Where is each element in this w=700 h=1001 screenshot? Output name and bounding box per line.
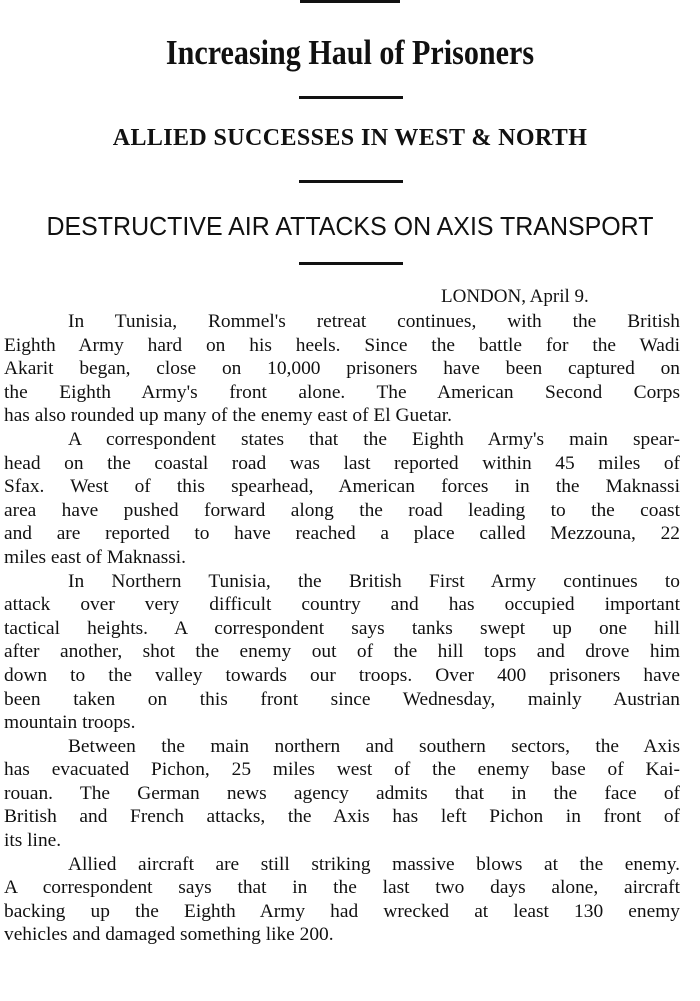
- text-line: down to the valley towards our troops. Over 400 prisoners have: [4, 664, 680, 686]
- text-line: attack over very difficult country and has occupied important: [4, 594, 680, 616]
- text-line: the Eighth Army's front alone. The American Second Corps: [4, 381, 680, 403]
- text-line: after another, shot the enemy out of the hill tops and drove him: [4, 641, 680, 663]
- paragraph: [4, 853, 680, 947]
- headline: Increasing Haul of Prisoners: [165, 33, 535, 72]
- text-line: In Northern Tunisia, the British First Army continues to: [68, 570, 680, 592]
- text-line: Allied aircraft are still striking massive blows at the enemy.: [68, 853, 680, 875]
- paragraph: [4, 310, 680, 428]
- divider-rule: [299, 96, 403, 99]
- text-line: backing up the Eighth Army had wrecked at least 130 enemy: [4, 900, 680, 922]
- text-line: its line.: [4, 830, 62, 852]
- paragraph: [4, 735, 680, 853]
- text-line: mountain troops.: [4, 712, 136, 734]
- dateline: LONDON, April 9.: [441, 286, 589, 307]
- text-line: has also rounded up many of the enemy east of El Guetar.: [4, 405, 453, 427]
- text-line: been taken on this front since Wednesday, mainly Austrian: [4, 688, 680, 710]
- paragraph: [4, 570, 680, 735]
- text-line: Akarit began, close on 10,000 prisoners have been captured on: [4, 358, 680, 380]
- text-line: vehicles and damaged something like 200.: [4, 924, 334, 946]
- text-line: Between the main northern and southern sectors, the Axis: [68, 735, 680, 757]
- text-line: British and French attacks, the Axis has left Pichon in front of: [4, 806, 680, 828]
- text-line: has evacuated Pichon, 25 miles west of the enemy base of Kai-: [4, 759, 680, 781]
- article-body: [4, 310, 680, 947]
- text-line: and are reported to have reached a place called Mezzouna, 22: [4, 523, 680, 545]
- text-line: rouan. The German news agency admits that in the face of: [4, 782, 680, 804]
- text-line: miles east of Maknassi.: [4, 546, 187, 568]
- deck-headline: DESTRUCTIVE AIR ATTACKS ON AXIS TRANSPORT: [46, 211, 654, 241]
- subheadline: ALLIED SUCCESSES IN WEST & NORTH: [112, 125, 588, 151]
- text-line: Sfax. West of this spearhead, American forces in the Maknassi: [4, 476, 680, 498]
- text-line: tactical heights. A correspondent says tanks swept up one hill: [4, 617, 680, 639]
- text-line: A correspondent states that the Eighth Army's main spear-: [68, 428, 680, 450]
- divider-rule: [299, 180, 403, 183]
- text-line: A correspondent says that in the last two days alone, aircraft: [4, 877, 680, 899]
- text-line: In Tunisia, Rommel's retreat continues, with the British: [68, 311, 680, 332]
- text-line: Eighth Army hard on his heels. Since the battle for the Wadi: [4, 334, 680, 356]
- divider-rule: [299, 262, 403, 265]
- paragraph: [4, 428, 680, 570]
- text-line: area have pushed forward along the road leading to the coast: [4, 499, 680, 521]
- top-rule: [300, 0, 400, 3]
- text-line: head on the coastal road was last reported within 45 miles of: [4, 452, 680, 474]
